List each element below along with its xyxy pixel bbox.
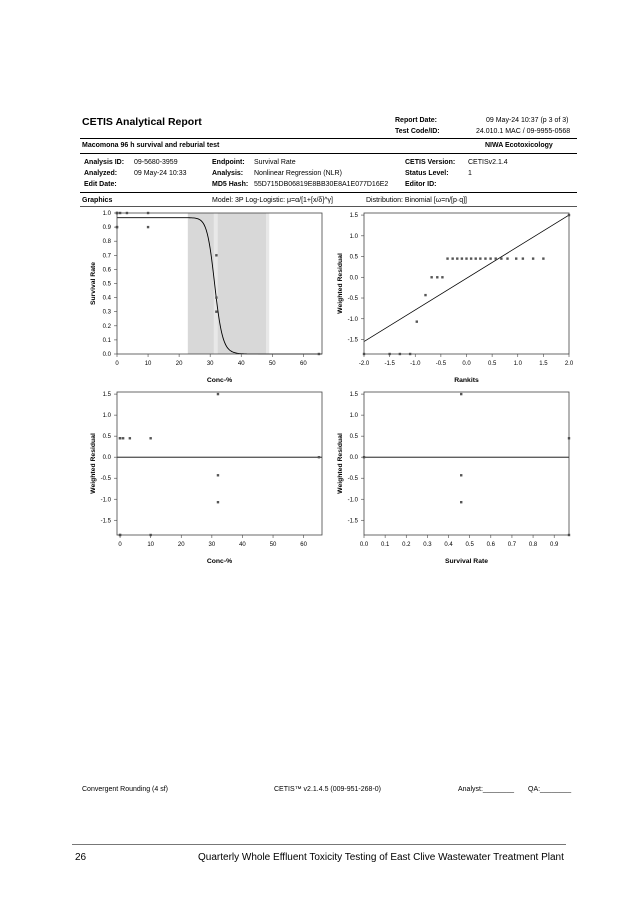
x-tick-label: 10 [147,542,155,548]
analysis: Nonlinear Regression (NLR) [254,170,342,177]
page-footer-rule [72,844,566,845]
x-tick-label: 20 [175,361,183,367]
y-tick-label: -1.5 [100,518,111,525]
y-tick-label: 0.0 [349,275,358,282]
distribution-text: Distribution: Binomial [ω=n/[p·q]] [366,197,467,204]
graphics-label: Graphics [82,197,113,204]
y-tick-label: -1.0 [347,316,358,323]
plot-frame [117,392,322,535]
data-point [515,257,517,259]
report-title: CETIS Analytical Report [82,116,202,128]
y-tick-label: 0.9 [102,225,111,232]
data-point [129,437,131,439]
data-point [119,437,121,439]
analysis-id-label: Analysis ID: [84,159,125,166]
data-point [460,393,462,395]
y-tick-label: 0.8 [102,239,111,246]
endpoint: Survival Rate [254,159,296,166]
confidence-band-light [266,213,269,354]
y-tick-label: -0.5 [347,296,358,303]
data-point [215,254,217,256]
x-tick-label: 0.3 [423,542,432,548]
y-tick-label: 1.0 [102,211,111,217]
y-tick-label: 1.5 [102,392,111,399]
data-point [456,257,458,259]
y-tick-label: 0.4 [102,295,111,302]
x-tick-label: 0.9 [550,542,559,548]
report-date-label: Report Date: [395,117,438,124]
status-label: Status Level: [405,170,449,177]
analyzed-label: Analyzed: [84,170,118,177]
reference-line [364,215,569,341]
analysis-label: Analysis: [212,170,244,177]
x-tick-label: 2.0 [564,361,574,367]
software-version: CETIS™ v2.1.4.5 (009-951-268-0) [274,786,381,793]
y-tick-label: 0.5 [102,434,111,441]
x-tick-label: 50 [268,361,276,367]
x-tick-label: 0.4 [444,542,453,548]
data-point [122,437,124,439]
y-tick-label: 1.0 [349,413,358,420]
data-point [460,501,462,503]
data-point [436,276,438,278]
y-tick-label: 0.5 [102,281,111,288]
page-number: 26 [75,852,87,863]
x-tick-label: 1.5 [539,361,548,367]
x-axis-label: Conc-% [206,558,233,565]
x-tick-label: 60 [300,542,307,548]
y-tick-label: 1.5 [349,392,358,399]
chart-rankits-residual [337,213,574,384]
x-tick-label: 40 [239,542,246,548]
data-point [484,257,486,259]
md5-hash: 55D715DB06819E8BB30E8A1E077D16E2 [254,181,389,188]
data-point [217,474,219,476]
x-tick-label: 0.6 [486,542,495,548]
version-label: CETIS Version: [405,159,456,166]
endpoint-label: Endpoint: [212,159,245,166]
model-text: Model: 3P Log-Logistic: μ=α/[1+[x/δ]^γ] [212,197,333,204]
test-code-label: Test Code/ID: [395,128,440,135]
x-tick-label: -2.0 [358,361,370,367]
rounding-note: Convergent Rounding (4 sf) [82,786,168,793]
y-axis-label: Weighted Residual [337,253,344,314]
y-tick-label: 0.6 [102,267,111,274]
data-point [215,311,217,313]
data-point [495,257,497,259]
x-tick-label: 20 [177,542,185,548]
x-tick-label: 50 [269,542,277,548]
x-tick-label: 0 [118,542,122,548]
data-point [424,294,426,296]
x-tick-label: 60 [300,361,307,367]
data-point [215,296,217,298]
x-tick-label: 0.0 [359,542,369,548]
qa-field: QA:________ [528,786,572,793]
data-point [149,437,151,439]
x-axis-label: Survival Rate [444,558,489,565]
y-tick-label: 0.7 [102,253,111,260]
data-point [430,276,432,278]
data-point [461,257,463,259]
x-tick-label: 0.5 [487,361,497,367]
x-tick-label: 0.7 [507,542,517,548]
data-point [489,257,491,259]
analysis-id: 09-5680-3959 [134,159,178,166]
x-tick-label: -1.5 [384,361,395,367]
x-tick-label: -0.5 [435,361,447,367]
x-tick-label: 0 [115,361,119,367]
status: 1 [468,170,472,177]
data-point [446,257,448,259]
data-point [522,257,524,259]
y-tick-label: 0.5 [349,254,358,261]
analyzed: 09 May-24 10:33 [134,170,187,177]
x-tick-label: 1.0 [513,361,522,367]
data-point [542,257,544,259]
y-tick-label: -1.0 [347,497,358,504]
y-axis-label: Survival Rate [90,261,97,306]
x-axis-label: Rankits [454,377,479,384]
x-tick-label: 0.5 [465,542,474,548]
y-tick-label: 0.0 [102,352,111,358]
data-point [506,257,508,259]
y-tick-label: 1.0 [349,233,358,240]
x-tick-label: 30 [206,361,214,367]
y-tick-label: -0.5 [347,476,358,483]
y-tick-label: -1.5 [347,337,358,344]
y-tick-label: 0.1 [102,337,111,344]
chart-conc-survival [90,211,322,384]
data-point [416,320,418,322]
x-tick-label: 0.8 [528,542,538,548]
data-point [318,456,320,458]
version: CETISv2.1.4 [468,159,508,166]
x-tick-label: 0.1 [380,542,390,548]
data-point [460,474,462,476]
running-title: Quarterly Whole Effluent Toxicity Testing of East Clive Wastewater Treatment Plant [198,852,564,863]
report-date: 09 May-24 10:37 (p 3 of 3) [486,117,569,124]
data-point [470,257,472,259]
confidence-band [188,213,214,354]
md5-label: MD5 Hash: [212,181,249,188]
chart-conc-residual [90,392,322,565]
y-tick-label: -1.5 [347,518,358,525]
x-tick-label: 0.2 [402,542,411,548]
x-tick-label: -1.0 [410,361,421,367]
data-point [147,226,149,228]
x-tick-label: 0.0 [462,361,471,367]
x-tick-label: 40 [237,361,245,367]
data-point [441,276,443,278]
y-tick-label: 0.0 [349,455,358,462]
y-tick-label: 0.3 [102,309,111,316]
data-point [217,501,219,503]
y-tick-label: -0.5 [100,476,111,483]
y-tick-label: 1.5 [349,213,358,220]
data-point [532,257,534,259]
editor-label: Editor ID: [405,181,437,188]
data-point [500,257,502,259]
test-code: 24.010.1 MAC / 09-9955-0568 [476,128,571,135]
test-name: Macomona 96 h survival and reburial test [82,142,220,149]
y-tick-label: 0.5 [349,434,358,441]
y-axis-label: Weighted Residual [337,433,344,494]
y-tick-label: 1.0 [102,413,111,420]
data-point [479,257,481,259]
data-point [465,257,467,259]
data-point [451,257,453,259]
y-axis-label: Weighted Residual [90,433,97,494]
y-tick-label: -1.0 [100,497,111,504]
lab-name: NIWA Ecotoxicology [485,142,553,149]
y-tick-label: 0.2 [102,323,111,330]
confidence-band [218,213,266,354]
chart-survival-residual [337,392,570,565]
data-point [475,257,477,259]
edit-date-label: Edit Date: [84,181,117,188]
y-tick-label: 0.0 [102,455,111,462]
analyst-field: Analyst:________ [458,786,515,793]
x-tick-label: 10 [144,361,152,367]
data-point [217,393,219,395]
x-tick-label: 30 [208,542,216,548]
plot-frame [364,392,569,535]
x-axis-label: Conc-% [206,377,233,384]
